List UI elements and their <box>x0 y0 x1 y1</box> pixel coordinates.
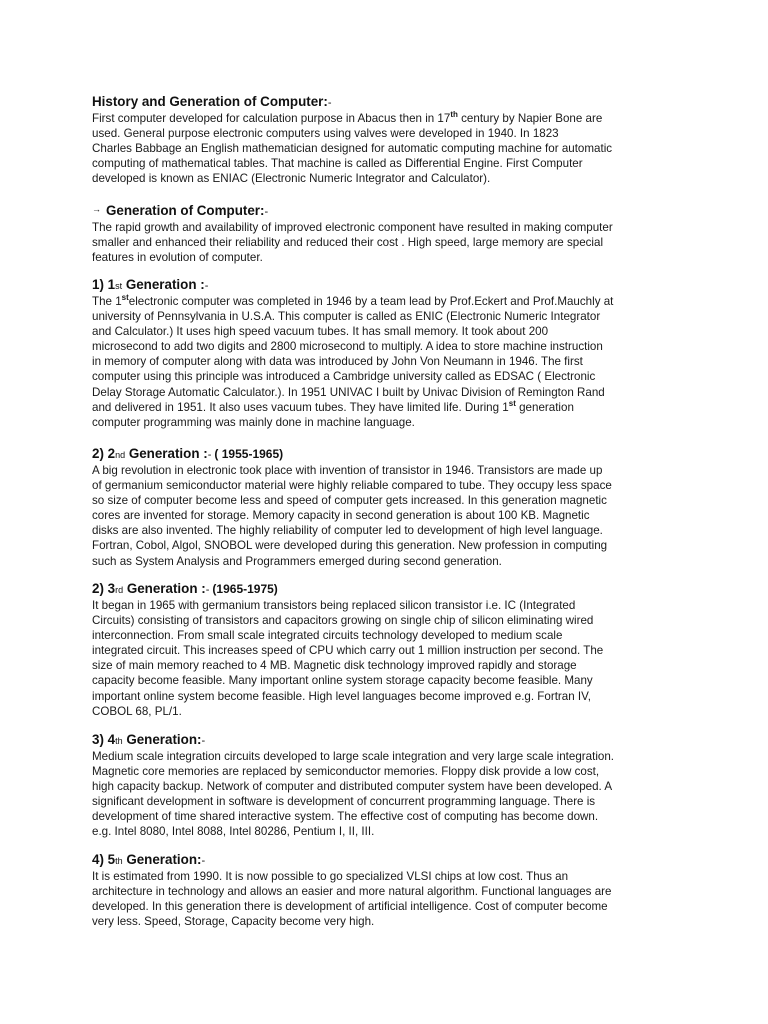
first-generation-paragraph: The 1stelectronic computer was completed in 1946 by a team lead by Prof.Eckert and Prof.Mauchly at university of Pennsylvania in U.S.A. This computer is called as ENIC (Electronic Numeric Integrator and Calculator.) It uses high speed vacuum tubes. It has small memory. It took about 200 microsecond to add two digits and 2800 microsecond to multiply. A idea to store machine instruction in memory of computer along with data was introduced by John Von Neumann in 1946. The first computer using this principle was introduced a Cambridge university called as EDSAC ( Electronic Delay Storage Automatic Calculator.). In 1951 UNIVAC I built by Univac Division of Remington Rand and delivered in 1951. It also uses vacuum tubes. They have limited life. During 1st generation computer programming was mainly done in machine language. <box>92 293 614 429</box>
intro-heading: History and Generation of Computer:- <box>92 94 332 109</box>
intro-paragraph: First computer developed for calculation purpose in Abacus then in 17th century by Napier Bone are used. General purpose electronic computers using valves were developed in 1940. In 1823 Charles Babbage an English mathematician designed for automatic computing machine for automatic computing of mathematical tables. That machine is called as Differential Engine. First Computer developed is known as ENIAC (Electronic Numeric Integrator and Calculator). <box>92 110 613 186</box>
second-generation-paragraph: A big revolution in electronic took place with invention of transistor in 1946. Transistors are made up of germanium semiconductor material were highly reliable compared to tube. They occupy less space so size of computer become less and speed of computer gets increased. In this generation magnetic cores are invented for storage. Memory capacity in second generation is about 100 KB. Magnetic disks are also invented. The highly reliability of computer led to development of high level language. Fortran, Cobol, Algol, SNOBOL were developed during this generation. New profession in computing such as System Analysis and Programmers emerged during second generation. <box>92 464 612 568</box>
fifth-generation-section <box>92 852 682 929</box>
arrow-bullet-icon: → <box>92 204 101 214</box>
generation-heading: → Generation of Computer:- <box>92 203 269 218</box>
generation-section <box>92 201 682 265</box>
fourth-generation-section <box>92 732 682 840</box>
intro-section <box>92 94 682 186</box>
third-generation-heading: 2) 3rd Generation :- (1965-1975) <box>92 581 278 596</box>
first-generation-heading: 1) 1st Generation :- <box>92 277 209 292</box>
fifth-generation-heading: 4) 5th Generation:- <box>92 852 206 867</box>
second-generation-heading: 2) 2nd Generation :- ( 1955-1965) <box>92 446 284 461</box>
fourth-generation-heading: 3) 4th Generation:- <box>92 732 206 747</box>
first-generation-section <box>92 277 682 430</box>
third-generation-section <box>92 581 682 719</box>
generation-paragraph: The rapid growth and availability of improved electronic component have resulted in making computer smaller and enhanced their reliability and reduced their cost . High speed, large memory are special features in evolution of computer. <box>92 221 613 265</box>
fifth-generation-paragraph: It is estimated from 1990. It is now possible to go specialized VLSI chips at low cost. Thus an architecture in technology and allows an easier and more natural algorithm. Functional languages are developed. In this generation there is development of artificial intelligence. Cost of computer become very less. Speed, Storage, Capacity become very high. <box>92 870 612 929</box>
fourth-generation-paragraph: Medium scale integration circuits developed to large scale integration and very large scale integration. Magnetic core memories are replaced by semiconductor memories. Floppy disk provide a low cost, high capacity backup. Network of computer and distributed computer system have been developed. A significant development in software is development of concurrent programming language. There is development of time shared interactive system. The effective cost of computing has become down. e.g. Intel 8080, Intel 8088, Intel 80286, Pentium I, II, III. <box>92 750 615 839</box>
third-generation-paragraph: It began in 1965 with germanium transistors being replaced silicon transistor i.e. IC (Integrated Circuits) consisting of transistors and capacitors growing on single chip of silicon eliminating wired interconnection. From small scale integrated circuits technology developed to medium scale integrated circuit. This increases speed of CPU which carry out 1 million instruction per second. The size of main memory reached to 4 MB. Magnetic disk technology improved rapidly and storage capacity become feasible. Many important online system storage capacity become feasible. Many important online system become feasible. High level languages become improved e.g. Fortran IV, COBOL 68, PL/1. <box>92 599 604 718</box>
second-generation-section <box>92 446 682 569</box>
